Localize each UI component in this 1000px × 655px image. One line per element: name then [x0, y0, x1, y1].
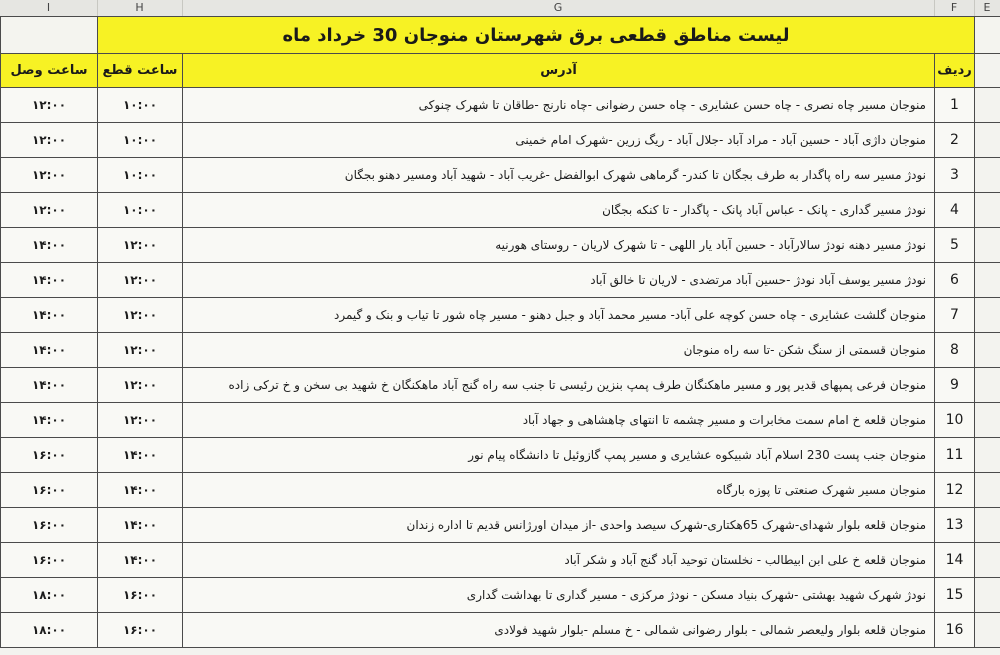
address-cell[interactable]: منوجان داژی آباد - حسین آباد - مراد آباد -جلال آباد - ریگ زرین -شهرک امام خمینی	[183, 123, 935, 158]
header-address[interactable]: آدرس	[183, 54, 935, 88]
cut-time-cell[interactable]: ۱۲:۰۰	[98, 228, 183, 263]
column-header-e[interactable]: E	[983, 1, 991, 14]
connect-time-cell[interactable]: ۱۲:۰۰	[1, 123, 98, 158]
row-number-cell[interactable]: 12	[935, 473, 975, 508]
connect-time-cell[interactable]: ۱۶:۰۰	[1, 473, 98, 508]
row-number-cell[interactable]: 9	[935, 368, 975, 403]
header-connect-time[interactable]: ساعت وصل	[1, 54, 98, 88]
column-header-i[interactable]: I	[0, 0, 98, 16]
table-row	[1, 193, 1000, 228]
trailing-cell[interactable]	[975, 508, 1000, 543]
cut-time-cell[interactable]: ۱۰:۰۰	[98, 193, 183, 228]
table-row	[1, 578, 1000, 613]
trailing-cell[interactable]	[975, 543, 1000, 578]
connect-time-cell[interactable]: ۱۸:۰۰	[1, 613, 98, 648]
connect-time-cell[interactable]: ۱۸:۰۰	[1, 578, 98, 613]
cut-time-cell[interactable]: ۱۲:۰۰	[98, 403, 183, 438]
address-cell[interactable]: نودژ مسیر دهنه نودژ سالارآباد - حسین آباد یار اللهی - تا شهرک لاریان - روستای هورنیه	[183, 228, 935, 263]
connect-time-cell[interactable]: ۱۲:۰۰	[1, 88, 98, 123]
table-row	[1, 228, 1000, 263]
cut-time-cell[interactable]: ۱۲:۰۰	[98, 368, 183, 403]
trailing-cell[interactable]	[975, 333, 1000, 368]
table-row	[1, 613, 1000, 648]
address-cell[interactable]: نودژ مسیر سه راه پاگدار به طرف بجگان تا کندر- گرماهی شهرک ابوالفضل -غریب آباد - شهید آباد ومسیر دهنو بجگان	[183, 158, 935, 193]
row-number-cell[interactable]: 3	[935, 158, 975, 193]
cut-time-cell[interactable]: ۱۴:۰۰	[98, 543, 183, 578]
cut-time-cell[interactable]: ۱۲:۰۰	[98, 333, 183, 368]
connect-time-cell[interactable]: ۱۲:۰۰	[1, 158, 98, 193]
row-number-cell[interactable]: 8	[935, 333, 975, 368]
header-cut-time[interactable]: ساعت قطع	[98, 54, 183, 88]
connect-time-cell[interactable]: ۱۲:۰۰	[1, 193, 98, 228]
row-number-cell[interactable]: 14	[935, 543, 975, 578]
trailing-cell[interactable]	[975, 368, 1000, 403]
table-row	[1, 158, 1000, 193]
row-number-cell[interactable]: 5	[935, 228, 975, 263]
column-header-h[interactable]: H	[97, 0, 183, 16]
cut-time-cell[interactable]: ۱۰:۰۰	[98, 123, 183, 158]
address-cell[interactable]: منوجان قلعه خ علی ابن ابیطالب - نخلستان توحید آباد گنج آباد و شکر آباد	[183, 543, 935, 578]
outage-table	[0, 16, 1000, 648]
row-number-cell[interactable]: 11	[935, 438, 975, 473]
address-cell[interactable]: منوجان قلعه بلوار شهدای-شهرک 65هکتاری-شهرک سیصد واحدی -از میدان اورژانس قدیم تا اداره زندان	[183, 508, 935, 543]
trailing-cell[interactable]	[975, 298, 1000, 333]
connect-time-cell[interactable]: ۱۴:۰۰	[1, 333, 98, 368]
trailing-cell[interactable]	[975, 613, 1000, 648]
cut-time-cell[interactable]: ۱۰:۰۰	[98, 158, 183, 193]
table-row	[1, 543, 1000, 578]
connect-time-cell[interactable]: ۱۴:۰۰	[1, 403, 98, 438]
cut-time-cell[interactable]: ۱۶:۰۰	[98, 613, 183, 648]
address-cell[interactable]: منوجان قلعه خ امام سمت مخابرات و مسیر چشمه تا انتهای چاهشاهی و جهاد آباد	[183, 403, 935, 438]
cut-time-cell[interactable]: ۱۲:۰۰	[98, 298, 183, 333]
address-cell[interactable]: منوجان فرعی پمپهای قدیر پور و مسیر ماهکنگان طرف پمپ بنزین رئیسی تا جنب سه راه گنج آباد ماهکنگان خ شهید بی سخن و خ ترکی زاده	[183, 368, 935, 403]
table-row	[1, 438, 1000, 473]
page-title[interactable]: لیست مناطق قطعی برق شهرستان منوجان 30 خرداد ماه	[98, 17, 975, 54]
row-number-cell[interactable]: 10	[935, 403, 975, 438]
connect-time-cell[interactable]: ۱۴:۰۰	[1, 263, 98, 298]
cut-time-cell[interactable]: ۱۰:۰۰	[98, 88, 183, 123]
table-row	[1, 263, 1000, 298]
table-row	[1, 298, 1000, 333]
trailing-cell[interactable]	[975, 438, 1000, 473]
connect-time-cell[interactable]: ۱۴:۰۰	[1, 228, 98, 263]
connect-time-cell[interactable]: ۱۴:۰۰	[1, 298, 98, 333]
cut-time-cell[interactable]: ۱۲:۰۰	[98, 263, 183, 298]
address-cell[interactable]: منوجان قلعه بلوار ولیعصر شمالی - بلوار رضوانی شمالی - خ مسلم -بلوار شهید فولادی	[183, 613, 935, 648]
trailing-cell[interactable]	[975, 123, 1000, 158]
column-header-g[interactable]: G	[182, 0, 935, 16]
trailing-cell[interactable]	[975, 578, 1000, 613]
column-header-bar	[0, 0, 1000, 17]
title-blank-cell[interactable]	[1, 17, 98, 54]
table-row	[1, 333, 1000, 368]
address-cell[interactable]: منوجان قسمتی از سنگ شکن -تا سه راه منوجان	[183, 333, 935, 368]
row-number-cell[interactable]: 4	[935, 193, 975, 228]
table-row	[1, 88, 1000, 123]
table-row	[1, 403, 1000, 438]
header-trailing-cell[interactable]	[975, 54, 1000, 88]
trailing-cell[interactable]	[975, 228, 1000, 263]
address-cell[interactable]: منوجان مسیر چاه نصری - چاه حسن عشایری - چاه حسن رضوانی -چاه نارنج -طاقان تا شهرک چنوکی	[183, 88, 935, 123]
trailing-cell[interactable]	[975, 263, 1000, 298]
address-cell[interactable]: نودژ مسیر گداری - پانک - عباس آباد پانک - پاگدار - تا کنکه بجگان	[183, 193, 935, 228]
row-number-cell[interactable]: 2	[935, 123, 975, 158]
column-header-f[interactable]: F	[934, 0, 975, 16]
trailing-cell[interactable]	[975, 403, 1000, 438]
connect-time-cell[interactable]: ۱۶:۰۰	[1, 508, 98, 543]
address-cell[interactable]: منوجان جنب پست 230 اسلام آباد شبیکوه عشایری و مسیر پمپ گازوئیل تا دانشگاه پیام نور	[183, 438, 935, 473]
row-number-cell[interactable]: 7	[935, 298, 975, 333]
row-number-cell[interactable]: 13	[935, 508, 975, 543]
row-number-cell[interactable]: 16	[935, 613, 975, 648]
connect-time-cell[interactable]: ۱۶:۰۰	[1, 438, 98, 473]
row-number-cell[interactable]: 15	[935, 578, 975, 613]
address-cell[interactable]: منوجان گلشت عشایری - چاه حسن کوچه علی آباد- مسیر محمد آباد و جبل دهنو - مسیر چاه شور تا تیاب و بنک و گیمرد	[183, 298, 935, 333]
cut-time-cell[interactable]: ۱۴:۰۰	[98, 438, 183, 473]
address-cell[interactable]: منوجان مسیر شهرک صنعتی تا پوزه بارگاه	[183, 473, 935, 508]
address-cell[interactable]: نودژ مسیر یوسف آباد نودژ -حسین آباد مرتضدی - لاریان تا خالق آباد	[183, 263, 935, 298]
header-row-number[interactable]: ردیف	[935, 54, 975, 88]
cut-time-cell[interactable]: ۱۴:۰۰	[98, 508, 183, 543]
row-number-cell[interactable]: 6	[935, 263, 975, 298]
connect-time-cell[interactable]: ۱۶:۰۰	[1, 543, 98, 578]
table-row	[1, 368, 1000, 403]
trailing-cell[interactable]	[975, 193, 1000, 228]
cut-time-cell[interactable]: ۱۶:۰۰	[98, 578, 183, 613]
connect-time-cell[interactable]: ۱۴:۰۰	[1, 368, 98, 403]
title-trailing-cell[interactable]	[975, 17, 1000, 54]
table-row	[1, 473, 1000, 508]
table-row	[1, 123, 1000, 158]
cut-time-cell[interactable]: ۱۴:۰۰	[98, 473, 183, 508]
trailing-cell[interactable]	[975, 473, 1000, 508]
trailing-cell[interactable]	[975, 88, 1000, 123]
address-cell[interactable]: نودژ شهرک شهید بهشتی -شهرک بنیاد مسکن - نودژ مرکزی - مسیر گداری تا بهداشت گداری	[183, 578, 935, 613]
table-row	[1, 508, 1000, 543]
trailing-cell[interactable]	[975, 158, 1000, 193]
row-number-cell[interactable]: 1	[935, 88, 975, 123]
